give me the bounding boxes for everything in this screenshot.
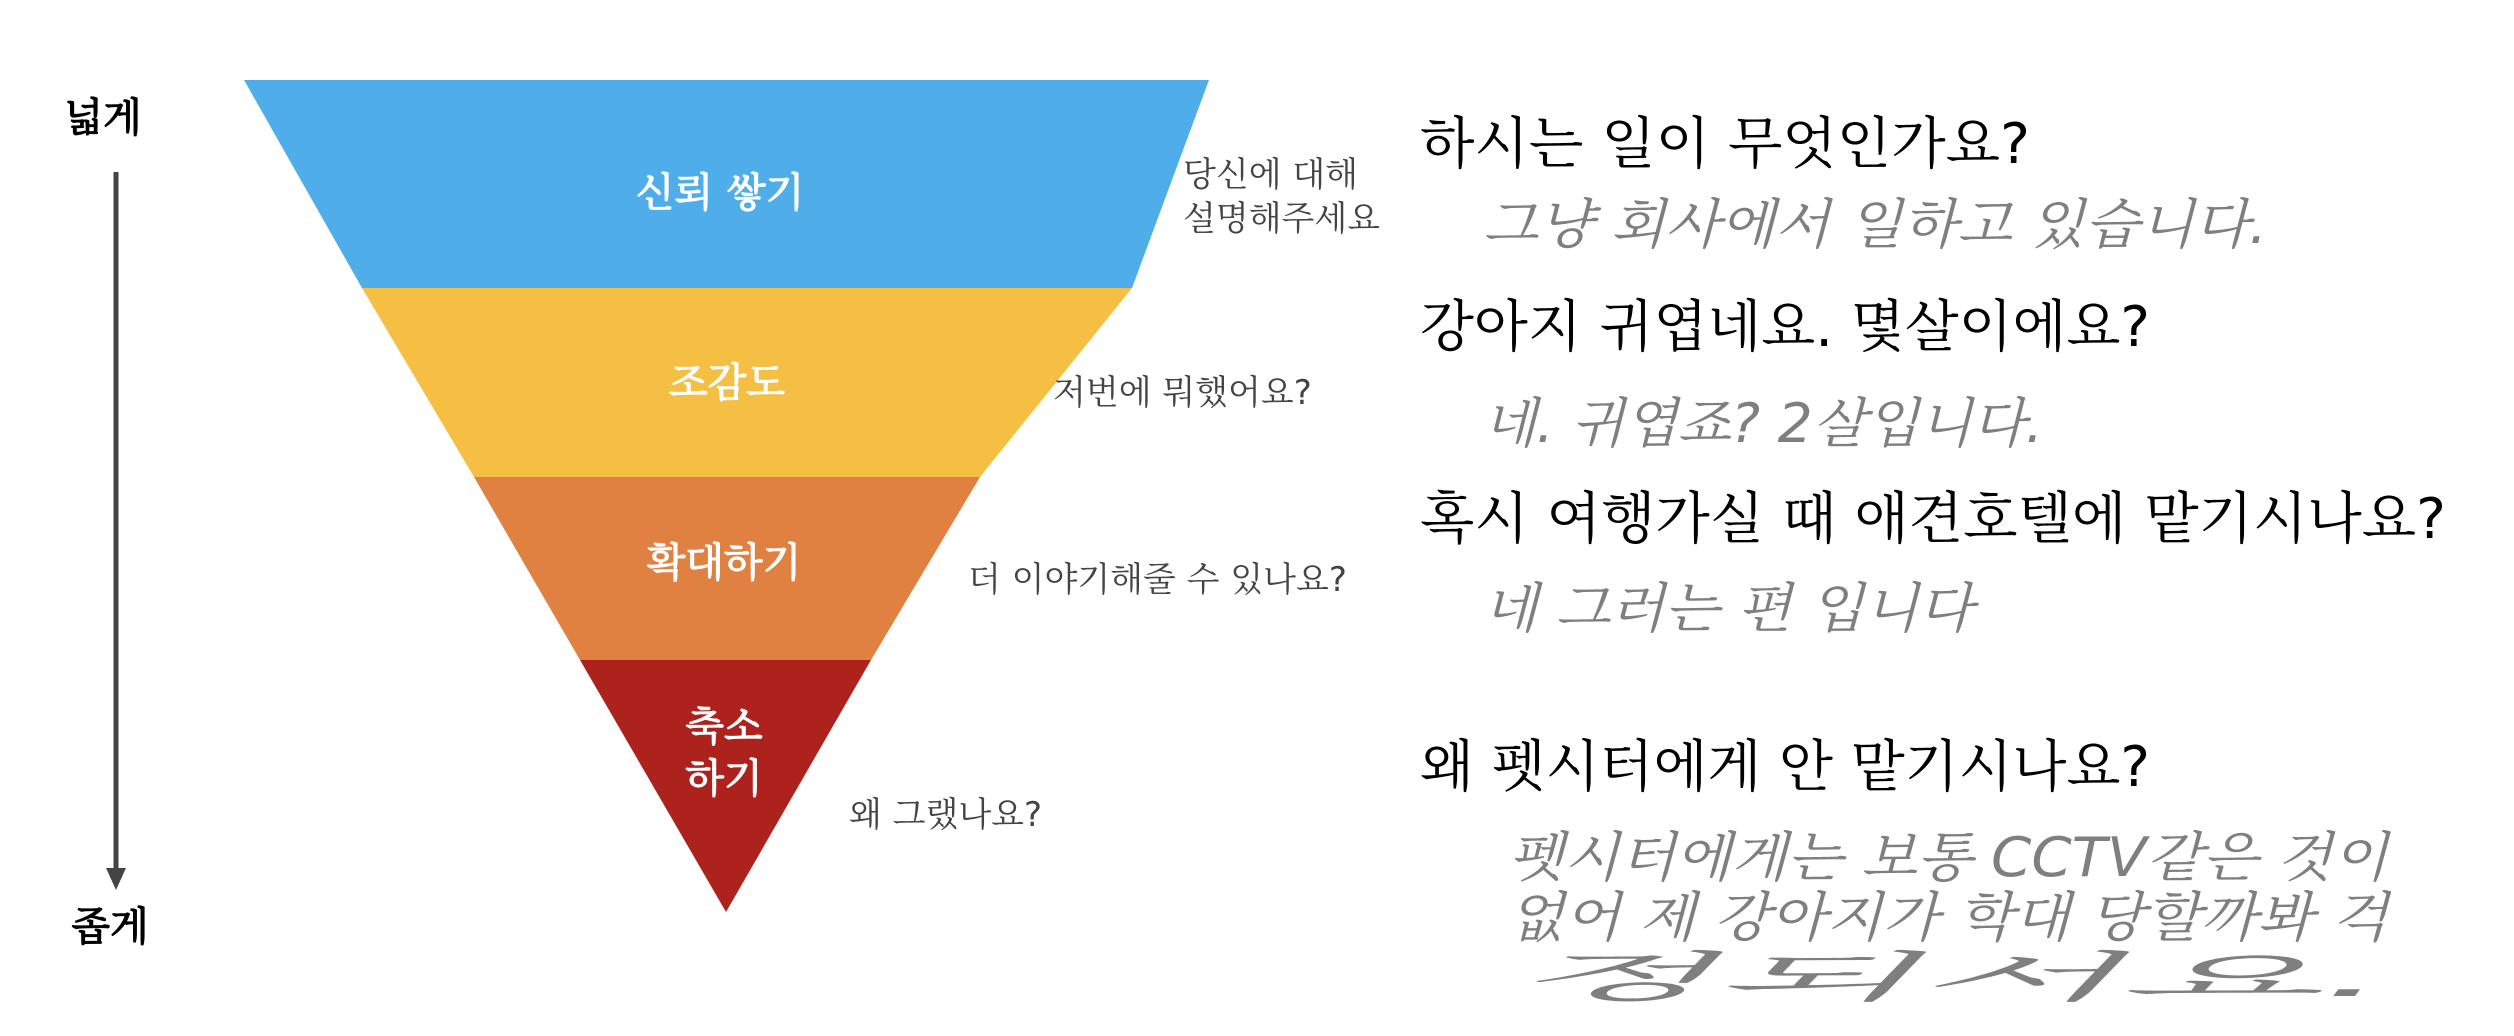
- funnel-layer-label: 신뢰 쌓기: [635, 170, 805, 216]
- dialogue-question: 혹시 여행가실 때 애견호텔에 맡기시나요?: [1420, 487, 2446, 552]
- axis-bottom-label: 좁게: [71, 904, 149, 950]
- text-line: 축소: [685, 704, 763, 750]
- text-line: 하기: [685, 756, 763, 802]
- axis-arrow-head: [106, 868, 126, 890]
- layer-prompt: [1183, 155, 1380, 239]
- dialogue-answer: 그냥 회사에서 일하고 있습니다.: [1483, 193, 2267, 256]
- layer-prompt: 왜 그랬나요?: [849, 795, 1043, 835]
- text-line: 정되서요.: [1508, 946, 2388, 1009]
- text-line: 당신에 대해: [1183, 155, 1359, 195]
- axis-top-label: 넓게: [64, 95, 142, 141]
- dialogue-question: 강아지 귀엽네요. 몇살이에요?: [1420, 295, 2150, 360]
- funnel-layer-label: 확대하기: [646, 540, 802, 586]
- dialogue-answer: [1508, 826, 2392, 1009]
- text-line: 펫시터에게는 보통 CCTV같은 것이: [1508, 826, 2392, 889]
- funnel-layer-label: 조감도: [669, 360, 785, 406]
- layer-prompt: 저번에 뭐했어요?: [1053, 373, 1312, 413]
- layer-prompt: 더 이야기해줄 수 있나요?: [968, 560, 1347, 600]
- dialogue-answer: 네 그러는 편 입니다: [1483, 577, 1980, 640]
- text-line: 없어 제 강아지가 학대 당할까봐 걱: [1508, 886, 2393, 949]
- dialogue-question: 왜 펫시터에게 안 맡기시나요?: [1420, 735, 2150, 800]
- text-line: 설명해주세요: [1183, 199, 1381, 239]
- dialogue-answer: 네. 귀엽죠? 2살입니다.: [1483, 392, 2043, 455]
- dialogue-question: 하시는 일이 무엇인가요?: [1420, 112, 2030, 177]
